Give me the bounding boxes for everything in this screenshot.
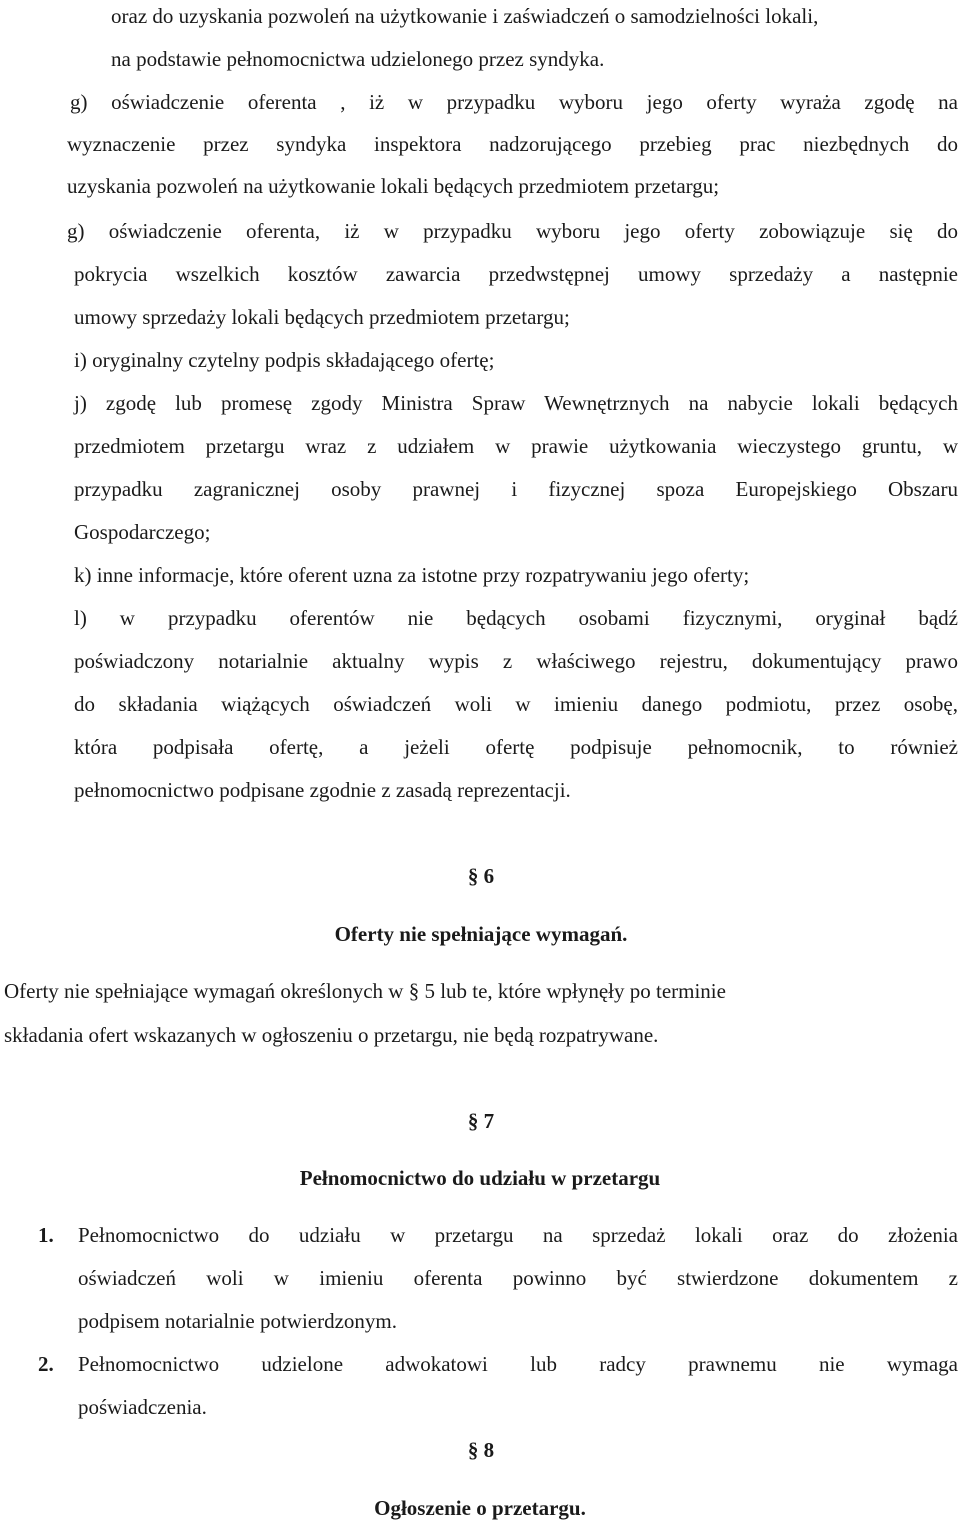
item-i: i) oryginalny czytelny podpis składającego ofertę; xyxy=(74,348,495,372)
item-k: k) inne informacje, które oferent uzna za istotne przy rozpatrywaniu jego oferty; xyxy=(74,563,750,587)
continuation-line-2: na podstawie pełnomocnictwa udzielonego przez syndyka. xyxy=(111,47,605,71)
item-l-line-1: l) w przypadku oferentów nie będących osobami fizycznymi, oryginał bądź xyxy=(74,606,958,630)
item-j-line-2: przedmiotem przetargu wraz z udziałem w prawie użytkowania wieczystego gruntu, w xyxy=(74,434,958,458)
section-7-item-1-line-2: oświadczeń woli w imieniu oferenta powinno być stwierdzone dokumentem z xyxy=(78,1266,958,1290)
section-7-title: Pełnomocnictwo do udziału w przetargu xyxy=(299,1166,661,1190)
item-l-line-2: poświadczony notarialnie aktualny wypis z właściwego rejestru, dokumentujący prawo xyxy=(74,649,958,673)
section-6-body-line-1: Oferty nie spełniające wymagań określonych w § 5 lub te, które wpłynęły po terminie xyxy=(4,979,726,1003)
item-l-line-3: do składania wiążących oświadczeń woli w imieniu danego podmiotu, przez osobę, xyxy=(74,692,958,716)
section-7-item-1-line-3: podpisem notarialnie potwierdzonym. xyxy=(78,1309,398,1333)
section-7-item-2-line-2: poświadczenia. xyxy=(78,1395,207,1419)
item-j-line-1: j) zgodę lub promesę zgody Ministra Spraw Wewnętrznych na nabycie lokali będących xyxy=(74,391,958,415)
section-7-item-2-number: 2. xyxy=(38,1352,54,1376)
section-8-number: § 8 xyxy=(467,1438,495,1462)
section-7-item-2-line-1: Pełnomocnictwo udzielone adwokatowi lub radcy prawnemu nie wymaga xyxy=(78,1352,958,1376)
section-7-item-1-line-1: Pełnomocnictwo do udziału w przetargu na sprzedaż lokali oraz do złożenia xyxy=(78,1223,958,1247)
item-g1-line-1: g) oświadczenie oferenta , iż w przypadku wyboru jego oferty wyraża zgodę na xyxy=(70,90,958,114)
item-g1-line-3: uzyskania pozwoleń na użytkowanie lokali będących przedmiotem przetargu; xyxy=(67,174,720,198)
item-g1-line-2: wyznaczenie przez syndyka inspektora nadzorującego przebieg prac niezbędnych do xyxy=(67,132,958,156)
section-8-title: Ogłoszenie o przetargu. xyxy=(374,1496,586,1520)
section-6-title: Oferty nie spełniające wymagań. xyxy=(334,922,628,946)
section-6-body-line-2: składania ofert wskazanych w ogłoszeniu o przetargu, nie będą rozpatrywane. xyxy=(4,1023,659,1047)
item-l-line-5: pełnomocnictwo podpisane zgodnie z zasadą reprezentacji. xyxy=(74,778,571,802)
item-g2-line-1: g) oświadczenie oferenta, iż w przypadku wyboru jego oferty zobowiązuje się do xyxy=(67,219,958,243)
section-7-number: § 7 xyxy=(467,1109,495,1133)
section-7-item-1-number: 1. xyxy=(38,1223,54,1247)
item-g2-line-2: pokrycia wszelkich kosztów zawarcia przedwstępnej umowy sprzedaży a następnie xyxy=(74,262,958,286)
item-j-line-4: Gospodarczego; xyxy=(74,520,211,544)
item-l-line-4: która podpisała ofertę, a jeżeli ofertę podpisuje pełnomocnik, to również xyxy=(74,735,958,759)
continuation-line-1: oraz do uzyskania pozwoleń na użytkowanie i zaświadczeń o samodzielności lokali, xyxy=(111,4,819,28)
section-6-number: § 6 xyxy=(467,864,495,888)
item-j-line-3: przypadku zagranicznej osoby prawnej i fizycznej spoza Europejskiego Obszaru xyxy=(74,477,958,501)
item-g2-line-3: umowy sprzedaży lokali będących przedmiotem przetargu; xyxy=(74,305,570,329)
